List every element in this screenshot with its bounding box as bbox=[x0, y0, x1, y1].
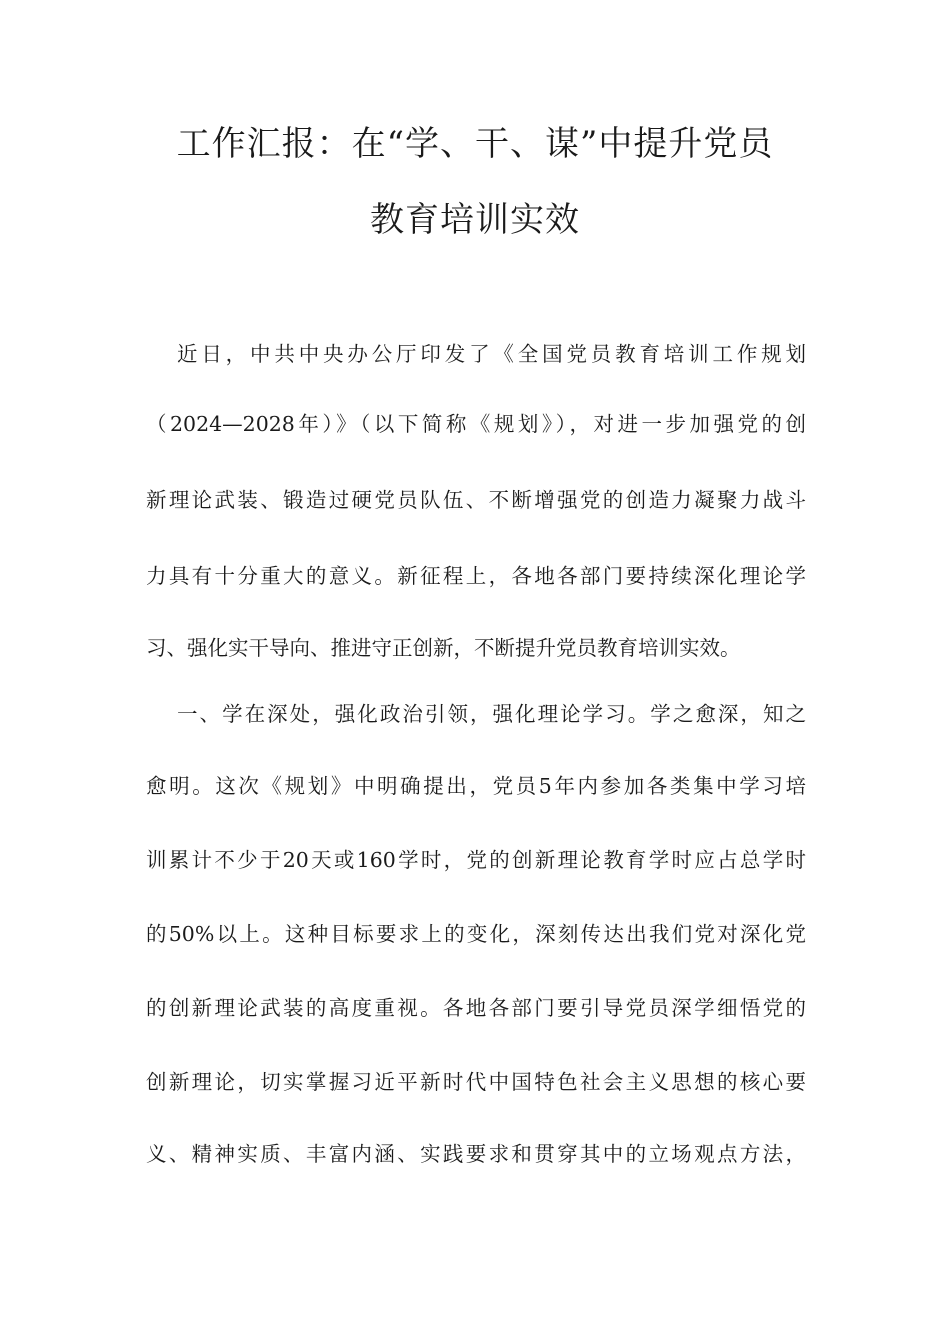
paragraph-2-line-3: 训累计不少于20天或160学时，党的创新理论教育学时应占总学时 bbox=[146, 848, 806, 872]
paragraph-2-line-6: 创新理论，切实掌握习近平新时代中国特色社会主义思想的核心要 bbox=[146, 1070, 806, 1094]
paragraph-1-line-5: 习、强化实干导向、推进守正创新，不断提升党员教育培训实效。 bbox=[146, 636, 741, 660]
paragraph-1-line-1: 近日，中共中央办公厅印发了《全国党员教育培训工作规划 bbox=[177, 342, 806, 366]
paragraph-2-line-4: 的50%以上。这种目标要求上的变化，深刻传达出我们党对深化党 bbox=[146, 922, 806, 946]
paragraph-2-line-1: 一、学在深处，强化政治引领，强化理论学习。学之愈深，知之 bbox=[177, 702, 806, 726]
document-title-line-2: 教育培训实效 bbox=[370, 200, 580, 240]
paragraph-1-line-2: （2024—2028年）》（以下简称《规划》），对进一步加强党的创 bbox=[146, 412, 806, 436]
paragraph-2-line-2: 愈明。这次《规划》中明确提出，党员5年内参加各类集中学习培 bbox=[146, 774, 806, 798]
paragraph-1-line-3: 新理论武装、锻造过硬党员队伍、不断增强党的创造力凝聚力战斗 bbox=[146, 488, 806, 512]
paragraph-2-line-5: 的创新理论武装的高度重视。各地各部门要引导党员深学细悟党的 bbox=[146, 996, 806, 1020]
paragraph-1-line-4: 力具有十分重大的意义。新征程上，各地各部门要持续深化理论学 bbox=[146, 564, 806, 588]
paragraph-2-line-7: 义、精神实质、丰富内涵、实践要求和贯穿其中的立场观点方法， bbox=[146, 1142, 806, 1166]
document-title-line-1: 工作汇报：在“学、干、谋”中提升党员 bbox=[176, 124, 774, 164]
